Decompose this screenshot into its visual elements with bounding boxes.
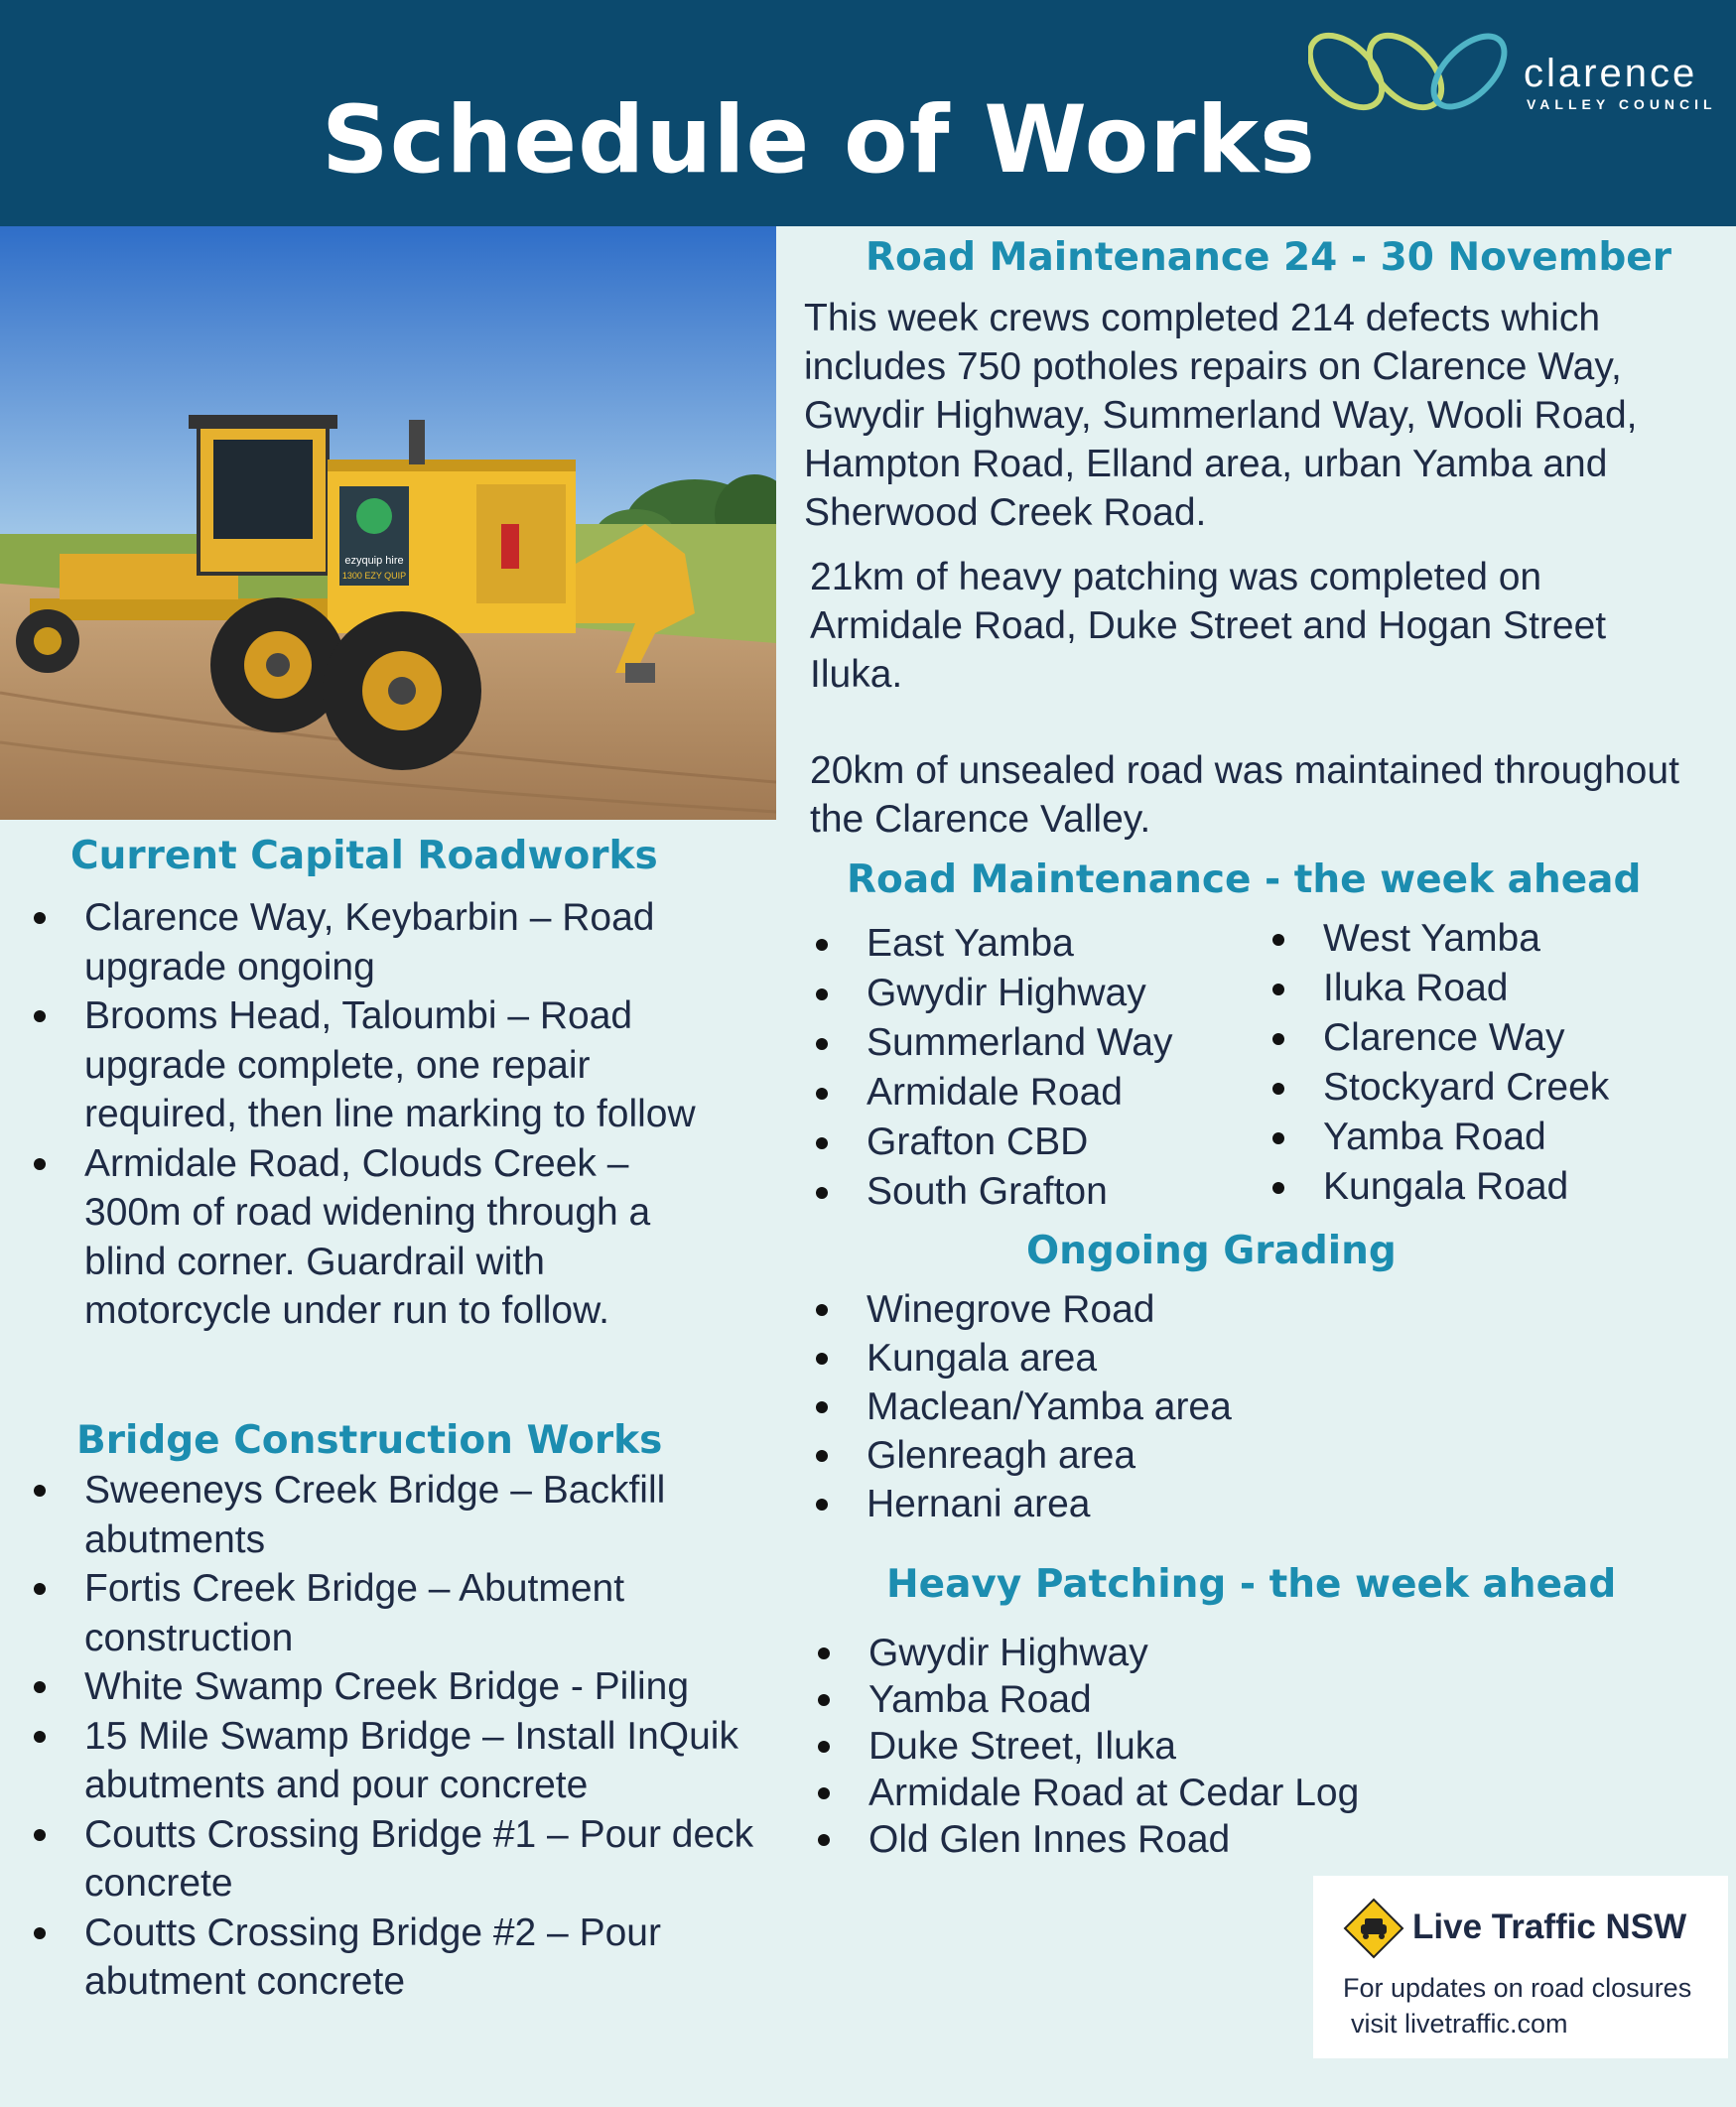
photo-sign-phone: 1300 EZY QUIP — [341, 571, 407, 581]
live-traffic-box[interactable] — [1313, 1876, 1728, 2058]
list-item: Kungala Road — [1269, 1162, 1705, 1212]
week-ahead-list-right — [1269, 914, 1705, 1212]
maintenance-paragraph-patching: 21km of heavy patching was completed on Armidale Road, Duke Street and Hogan Street Iluka. — [810, 556, 1607, 696]
photo-sign-brand: ezyquip hire — [344, 555, 404, 567]
live-traffic-link[interactable]: visit livetraffic.com — [1351, 2009, 1568, 2039]
maintenance-heading: Road Maintenance 24 - 30 November — [866, 235, 1671, 280]
list-item: Iluka Road — [1269, 964, 1705, 1013]
list-item: Yamba Road — [814, 1676, 1509, 1723]
logo-wordmark: clarence — [1524, 52, 1698, 95]
list-item: South Grafton — [812, 1167, 1239, 1217]
list-item: Brooms Head, Taloumbi – Road upgrade complete, one repair required, then line marking to follow — [30, 991, 725, 1139]
heavy-patching-heading: Heavy Patching - the week ahead — [886, 1562, 1617, 1607]
capital-list — [30, 893, 725, 1336]
grader-photo — [0, 226, 776, 820]
list-item: Winegrove Road — [812, 1285, 1407, 1334]
capital-heading: Current Capital Roadworks — [70, 834, 658, 878]
week-ahead-heading: Road Maintenance - the week ahead — [847, 857, 1642, 902]
list-item: West Yamba — [1269, 914, 1705, 964]
list-item: Stockyard Creek — [1269, 1063, 1705, 1113]
list-item: Kungala area — [812, 1334, 1407, 1383]
bridges-list — [30, 1466, 784, 2007]
list-item: Armidale Road — [812, 1068, 1239, 1118]
heavy-patching-list — [814, 1630, 1509, 1863]
list-item: Yamba Road — [1269, 1113, 1705, 1162]
warning-sign-icon — [1343, 1898, 1404, 1959]
grading-list — [812, 1285, 1407, 1528]
bridges-heading: Bridge Construction Works — [76, 1418, 663, 1463]
grading-heading: Ongoing Grading — [1026, 1229, 1397, 1273]
list-item: Fortis Creek Bridge – Abutment construction — [30, 1564, 784, 1662]
list-item: White Swamp Creek Bridge - Piling — [30, 1662, 784, 1712]
list-item: Grafton CBD — [812, 1118, 1239, 1167]
list-item: Clarence Way — [1269, 1013, 1705, 1063]
week-ahead-list-left — [812, 919, 1239, 1217]
header-banner — [0, 0, 1736, 226]
list-item: Gwydir Highway — [812, 969, 1239, 1018]
maintenance-paragraph-defects: This week crews completed 214 defects which includes 750 potholes repairs on Clarence Way, Gwydir Highway, Summerland Way, Wooli Road, Hampton Road, Elland area, urban Yamba and Sherwood Creek Road. — [804, 297, 1638, 534]
list-item: Glenreagh area — [812, 1431, 1407, 1480]
list-item: Armidale Road, Clouds Creek – 300m of road widening through a blind corner. Guardrail with motorcycle under run to follow. — [30, 1139, 725, 1336]
list-item: East Yamba — [812, 919, 1239, 969]
list-item: Hernani area — [812, 1480, 1407, 1528]
list-item: Old Glen Innes Road — [814, 1816, 1509, 1863]
list-item: Duke Street, Iluka — [814, 1723, 1509, 1770]
list-item: Gwydir Highway — [814, 1630, 1509, 1676]
list-item: Sweeneys Creek Bridge – Backfill abutments — [30, 1466, 784, 1564]
live-traffic-brand: Live Traffic NSW — [1412, 1908, 1687, 1946]
list-item: Clarence Way, Keybarbin – Road upgrade ongoing — [30, 893, 725, 991]
list-item: Summerland Way — [812, 1018, 1239, 1068]
list-item: Armidale Road at Cedar Log — [814, 1770, 1509, 1816]
list-item: Coutts Crossing Bridge #1 – Pour deck concrete — [30, 1810, 784, 1909]
list-item: 15 Mile Swamp Bridge – Install InQuik abutments and pour concrete — [30, 1712, 784, 1810]
live-traffic-line1: For updates on road closures — [1343, 1973, 1692, 2003]
maintenance-paragraph-unsealed: 20km of unsealed road was maintained throughout the Clarence Valley. — [810, 749, 1679, 841]
list-item: Coutts Crossing Bridge #2 – Pour abutment concrete — [30, 1909, 784, 2007]
list-item: Maclean/Yamba area — [812, 1383, 1407, 1431]
page-title: Schedule of Works — [322, 86, 1316, 195]
logo-subtitle: VALLEY COUNCIL — [1527, 96, 1717, 112]
